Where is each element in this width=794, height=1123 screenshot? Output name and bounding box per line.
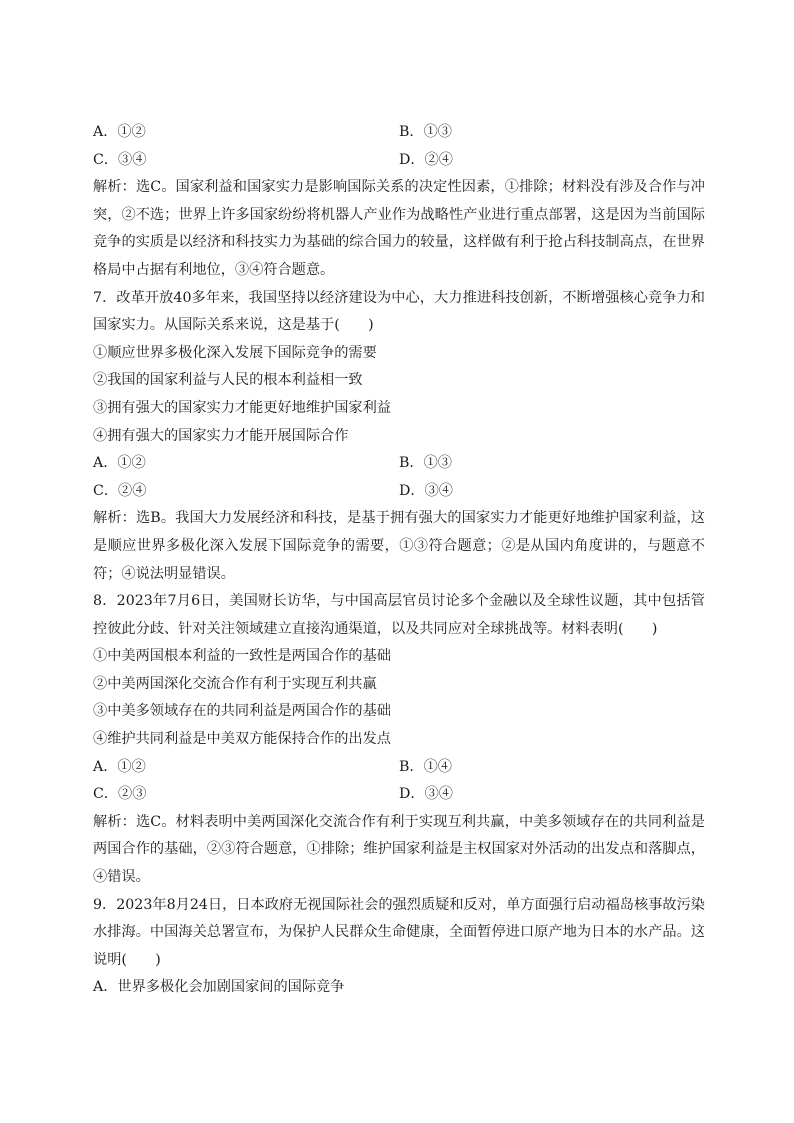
- q8-item-4: ④维护共同利益是中美双方能保持合作的出发点: [93, 731, 391, 748]
- q7-options-row1: [93, 450, 705, 478]
- q6-options-row2: [93, 147, 705, 175]
- q8-option-a: A．①②: [93, 758, 146, 775]
- q7-item-4: ④拥有强大的国家实力才能开展国际合作: [93, 427, 349, 444]
- q8-stem: 8．2023年7月6日，美国财长访华，与中国高层官员讨论多个金融以及全球性议题，其中包括管控彼此分歧、针对关注领域建立直接沟通渠道，以及共同应对全球挑战等。材料表明( ): [93, 593, 705, 637]
- q6-option-d: D．②④: [399, 151, 453, 168]
- document-page: [93, 119, 705, 1002]
- q6-option-b: B．①③: [399, 124, 452, 140]
- q7-item-1: ①顺应世界多极化深入发展下国际竞争的需要: [93, 344, 377, 361]
- q9-option-a: A．世界多极化会加剧国家间的国际竞争: [93, 979, 345, 996]
- q7-analysis: 解析：选B。我国大力发展经济和科技，是基于拥有强大的国家实力才能更好地维护国家利益，这是顺应世界多极化深入发展下国际竞争的需要，①③符合题意；②是从国内角度讲的，与题意不符；④说法明显错误。: [93, 510, 705, 582]
- q8-option-c: C．②③: [93, 786, 147, 803]
- q7-item-2: ②我国的国家利益与人民的根本利益相一致: [93, 372, 363, 389]
- q7-option-d: D．③④: [399, 482, 453, 499]
- q8-item-2: ②中美两国深化交流合作有利于实现互利共赢: [93, 675, 377, 692]
- q8-options-row2: [93, 781, 705, 809]
- q9-stem: 9．2023年8月24日，日本政府无视国际社会的强烈质疑和反对，单方面强行启动福岛核事故污染水排海。中国海关总署宣布，为保护人民群众生命健康，全面暂停进口原产地为日本的水产品。这说明( ): [93, 896, 705, 968]
- q8-option-b: B．①④: [399, 758, 452, 775]
- q7-option-b: B．①③: [399, 455, 452, 472]
- q6-option-a: A．①②: [93, 124, 146, 140]
- q7-item-3: ③拥有强大的国家实力才能更好地维护国家利益: [93, 399, 391, 416]
- q8-item-3: ③中美多领域存在的共同利益是两国合作的基础: [93, 703, 391, 720]
- q8-option-d: D．③④: [399, 786, 453, 803]
- q7-stem: 7．改革开放40多年来，我国坚持以经济建设为中心，大力推进科技创新，不断增强核心竞争力和国家实力。从国际关系来说，这是基于( ): [93, 289, 705, 334]
- q8-options-row1: [93, 754, 705, 782]
- q7-option-a: A．①②: [93, 455, 146, 472]
- q6-option-c: C．③④: [93, 151, 147, 168]
- q8-analysis: 解析：选C。材料表明中美两国深化交流合作有利于实现互利共赢，中美多领域存在的共同利益是两国合作的基础，②③符合题意，①排除；维护国家利益是主权国家对外活动的出发点和落脚点，④错误。: [93, 813, 705, 886]
- q7-options-row2: [93, 478, 705, 506]
- q8-item-1: ①中美两国根本利益的一致性是两国合作的基础: [93, 648, 391, 665]
- q6-options-row1: [93, 119, 705, 147]
- q6-analysis: 解析：选C。国家利益和国家实力是影响国际关系的决定性因素，①排除；材料没有涉及合作与冲突，②不选；世界上许多国家纷纷将机器人产业作为战略性产业进行重点部署，这是因为当前国际竞争的实质是以经济和科技实力为基础的综合国力的较量，这样做有利于抢占科技制高点，在世界格局中占据有利地位，③④符合题意。: [93, 179, 705, 278]
- q7-option-c: C．②④: [93, 482, 147, 499]
